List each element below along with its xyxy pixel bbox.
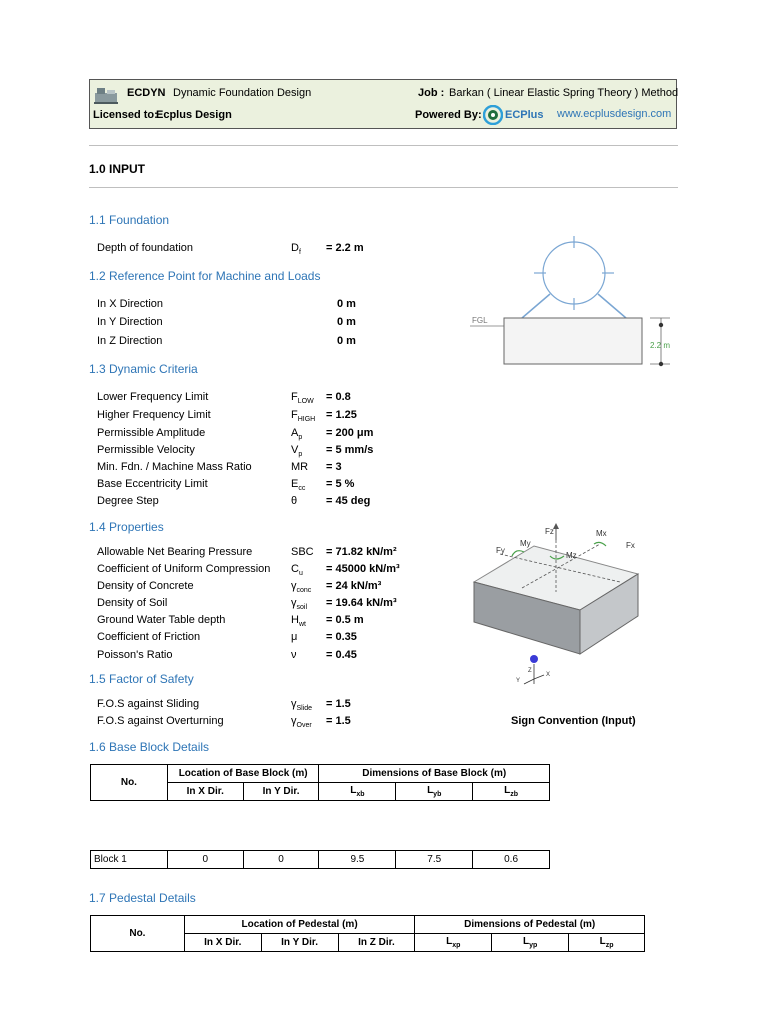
param-value: = 200 μm [326, 427, 374, 439]
param-symbol [291, 461, 308, 473]
table-cell: 0 [243, 851, 319, 869]
param-label: Coefficient of Friction [97, 631, 201, 643]
param-symbol [291, 563, 303, 577]
symbol-main: C [291, 563, 299, 575]
col-no: No. [91, 916, 185, 952]
symbol-main: F [291, 391, 298, 403]
y-axis-label: Y [516, 678, 521, 684]
param-value: = 1.5 [326, 698, 351, 710]
symbol-sub: p [298, 434, 303, 442]
table-row [91, 851, 550, 869]
param-value: = 3 [326, 461, 342, 473]
mx-label: Mx [596, 529, 607, 538]
symbol-main: γ [291, 715, 297, 727]
pedestal-title: 1.7 Pedestal Details [89, 891, 196, 905]
param-value: = 0.45 [326, 649, 357, 661]
header-box [89, 79, 677, 129]
table-cell: 0 [167, 851, 243, 869]
param-label: Min. Fdn. / Machine Mass Ratio [97, 461, 252, 473]
param-symbol [291, 495, 297, 507]
param-label: Density of Concrete [97, 580, 194, 592]
symbol-main: γ [291, 580, 297, 592]
param-label: Density of Soil [97, 597, 168, 609]
param-value: = 5 mm/s [326, 444, 374, 456]
job-label: Job : [418, 87, 445, 99]
sign-convention-caption: Sign Convention (Input) [511, 715, 636, 727]
param-value: 0 m [337, 298, 356, 310]
param-symbol [291, 649, 297, 661]
col-lxb: $L_{xb}$ [319, 783, 396, 801]
col-lzb: $L_{zb}$ [473, 783, 550, 801]
z-axis-label: Z [528, 668, 532, 674]
param-label: F.O.S against Overturning [97, 715, 224, 727]
param-value: = 19.64 kN/m³ [326, 597, 397, 609]
param-label: Depth of foundation [97, 242, 194, 254]
table-cell: 9.5 [319, 851, 396, 869]
param-value: = 45 deg [326, 495, 371, 507]
param-symbol [291, 427, 302, 441]
dynamic-title: 1.3 Dynamic Criteria [89, 362, 198, 376]
table-cell: 7.5 [396, 851, 473, 869]
param-label: In X Direction [97, 298, 164, 310]
param-value: = 45000 kN/m³ [326, 563, 400, 575]
symbol-main: MR [291, 461, 309, 473]
symbol-sub: Over [296, 722, 312, 730]
col-lzp: $L_{zp}$ [569, 934, 645, 952]
param-value: = 1.25 [326, 409, 357, 421]
properties-title: 1.4 Properties [89, 520, 164, 534]
licensed-label: Licensed to: [93, 109, 158, 121]
param-value: = 71.82 kN/m² [326, 546, 397, 558]
fx-label: Fx [626, 541, 635, 550]
symbol-main: γ [291, 698, 297, 710]
my-label: My [520, 539, 531, 548]
mz-label: Mz [566, 551, 577, 560]
symbol-main: V [291, 444, 299, 456]
symbol-main: ν [291, 649, 297, 661]
symbol-main: θ [291, 495, 298, 507]
block-name-cell: Block 1 [91, 851, 168, 869]
divider [89, 145, 678, 146]
param-value: = 0.35 [326, 631, 357, 643]
base-block-data-table [90, 850, 550, 869]
foundation-depth-diagram [470, 236, 680, 371]
table-cell: 0.6 [473, 851, 550, 869]
website-link[interactable]: www.ecplusdesign.com [557, 108, 672, 120]
param-label: Permissible Velocity [97, 444, 195, 456]
param-symbol [291, 715, 312, 729]
param-value: = 2.2 m [326, 242, 364, 254]
param-label: Permissible Amplitude [97, 427, 206, 439]
app-name: ECDYN [127, 87, 166, 99]
symbol-main: D [291, 242, 299, 254]
param-symbol [291, 580, 311, 594]
param-label: F.O.S against Sliding [97, 698, 200, 710]
param-symbol [291, 444, 302, 458]
symbol-main: SBC [291, 546, 314, 558]
param-value: = 0.5 m [326, 614, 364, 626]
symbol-main: μ [291, 631, 298, 643]
symbol-main: E [291, 478, 299, 490]
param-value: = 5 % [326, 478, 355, 490]
param-value: 0 m [337, 316, 356, 328]
symbol-sub: cc [298, 485, 306, 493]
symbol-main: H [291, 614, 299, 626]
foundation-title: 1.1 Foundation [89, 213, 170, 227]
symbol-sub: LOW [297, 398, 314, 406]
col-lyb: $L_{yb}$ [396, 783, 473, 801]
symbol-sub: conc [296, 587, 312, 595]
col-ydir: In Y Dir. [243, 783, 319, 801]
app-title: Dynamic Foundation Design [173, 87, 312, 99]
col-no: No. [91, 765, 168, 801]
col-lxp: $L_{xp}$ [415, 934, 492, 952]
param-symbol [291, 698, 312, 712]
symbol-sub: p [298, 451, 303, 459]
sign-convention-diagram [470, 522, 650, 687]
param-label: Allowable Net Bearing Pressure [97, 546, 253, 558]
symbol-sub: soil [296, 604, 308, 612]
param-label: Degree Step [97, 495, 159, 507]
section-input-title: 1.0 INPUT [89, 162, 146, 176]
param-label: Lower Frequency Limit [97, 391, 209, 403]
x-axis-label: X [546, 672, 551, 678]
ecplus-logo-icon [483, 105, 503, 125]
param-label: Poisson's Ratio [97, 649, 173, 661]
brand-name: ECPlus [505, 109, 544, 121]
param-value: = 0.8 [326, 391, 351, 403]
job-value: Barkan ( Linear Elastic Spring Theory ) Method [449, 87, 679, 99]
col-lyp: $L_{yp}$ [492, 934, 569, 952]
param-symbol [291, 631, 297, 643]
powered-label: Powered By: [415, 109, 482, 121]
symbol-sub: wt [298, 621, 306, 629]
depth-label: 2.2 m [650, 341, 671, 350]
symbol-sub: HIGH [297, 416, 316, 424]
param-label: Base Eccentricity Limit [97, 478, 208, 490]
col-dimensions: Dimensions of Pedestal (m) [415, 916, 645, 934]
col-location: Location of Base Block (m) [167, 765, 319, 783]
symbol-sub: u [298, 570, 303, 578]
col-location: Location of Pedestal (m) [184, 916, 415, 934]
symbol-main: γ [291, 597, 297, 609]
divider [89, 187, 678, 188]
col-xdir: In X Dir. [184, 934, 261, 952]
param-symbol [291, 242, 301, 256]
param-label: Coefficient of Uniform Compression [97, 563, 271, 575]
param-symbol [291, 614, 306, 628]
param-label: Ground Water Table depth [97, 614, 226, 626]
symbol-main: F [291, 409, 298, 421]
param-label: In Z Direction [97, 335, 163, 347]
param-label: In Y Direction [97, 316, 163, 328]
param-symbol [291, 597, 307, 611]
symbol-sub: Slide [296, 705, 313, 713]
pedestal-header-table [90, 915, 645, 952]
param-symbol [291, 546, 314, 558]
licensed-value: Ecplus Design [156, 109, 232, 121]
param-symbol [291, 409, 315, 423]
col-zdir: In Z Dir. [338, 934, 415, 952]
symbol-sub: f [298, 249, 301, 257]
fy-label: Fy [496, 546, 505, 555]
param-symbol [291, 478, 305, 492]
param-symbol [291, 391, 314, 405]
base-block-header-table [90, 764, 550, 801]
symbol-main: A [291, 427, 299, 439]
param-value: = 24 kN/m³ [326, 580, 382, 592]
col-dimensions: Dimensions of Base Block (m) [319, 765, 550, 783]
base-block-title: 1.6 Base Block Details [89, 740, 210, 754]
param-label: Higher Frequency Limit [97, 409, 211, 421]
fz-label: Fz [545, 527, 554, 536]
param-value: 0 m [337, 335, 356, 347]
reference-title: 1.2 Reference Point for Machine and Loads [89, 269, 321, 283]
col-ydir: In Y Dir. [261, 934, 338, 952]
param-value: = 1.5 [326, 715, 351, 727]
safety-title: 1.5 Factor of Safety [89, 672, 194, 686]
fgl-label: FGL [472, 316, 488, 325]
col-xdir: In X Dir. [167, 783, 243, 801]
ecdyn-logo-icon [94, 85, 118, 105]
